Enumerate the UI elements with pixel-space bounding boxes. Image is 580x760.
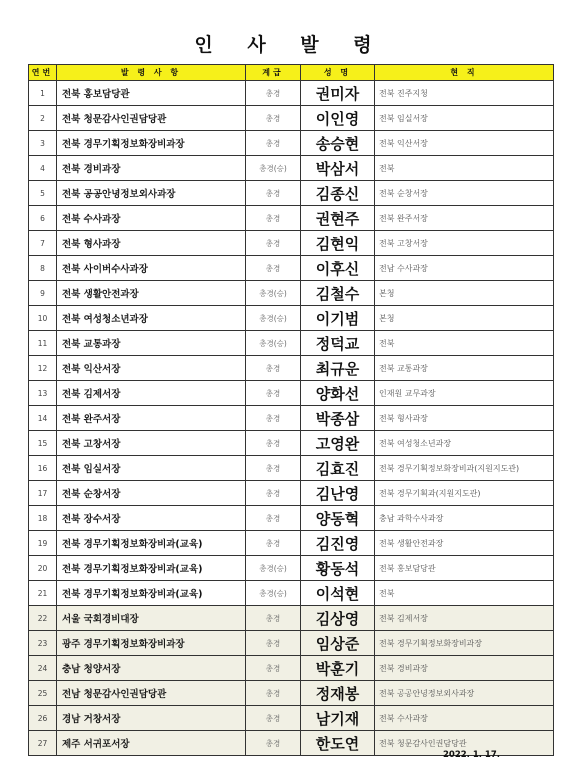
table-row [29, 256, 554, 281]
row-position: 전북 장수서장 [57, 506, 246, 531]
row-number: 25 [29, 681, 57, 706]
row-rank: 총경 [246, 706, 301, 731]
row-number: 24 [29, 656, 57, 681]
row-name: 김난영 [301, 481, 375, 506]
row-number: 8 [29, 256, 57, 281]
row-previous-post: 인재원 교무과장 [375, 381, 554, 406]
row-rank: 총경 [246, 531, 301, 556]
row-previous-post: 전북 경무기획정보화장비과(지원지도관) [375, 456, 554, 481]
row-name: 김효진 [301, 456, 375, 481]
row-previous-post: 전북 완주서장 [375, 206, 554, 231]
row-rank: 총경(승) [246, 331, 301, 356]
row-position: 전북 경비과장 [57, 156, 246, 181]
row-previous-post: 전남 수사과장 [375, 256, 554, 281]
row-previous-post: 전북 [375, 581, 554, 606]
row-position: 전북 경무기획정보화장비과(교육) [57, 556, 246, 581]
row-rank: 총경 [246, 256, 301, 281]
table-row [29, 181, 554, 206]
row-position: 전북 사이버수사과장 [57, 256, 246, 281]
row-number: 7 [29, 231, 57, 256]
row-name: 김진영 [301, 531, 375, 556]
row-name: 정재봉 [301, 681, 375, 706]
row-rank: 총경 [246, 506, 301, 531]
header-position: 발 령 사 항 [57, 65, 246, 81]
row-name: 김종신 [301, 181, 375, 206]
table-row [29, 481, 554, 506]
row-number: 21 [29, 581, 57, 606]
row-name: 이인영 [301, 106, 375, 131]
table-body [29, 81, 554, 756]
row-rank: 총경 [246, 106, 301, 131]
row-rank: 총경 [246, 406, 301, 431]
row-rank: 총경 [246, 356, 301, 381]
row-number: 9 [29, 281, 57, 306]
table-header-row [29, 65, 554, 81]
row-position: 전남 청문감사인권담당관 [57, 681, 246, 706]
row-number: 2 [29, 106, 57, 131]
row-name: 남기재 [301, 706, 375, 731]
row-name: 임상준 [301, 631, 375, 656]
table-row [29, 306, 554, 331]
row-previous-post: 전북 경비과장 [375, 656, 554, 681]
row-number: 3 [29, 131, 57, 156]
row-name: 고영완 [301, 431, 375, 456]
table-row [29, 206, 554, 231]
table-row [29, 331, 554, 356]
row-previous-post: 전북 형사과장 [375, 406, 554, 431]
row-name: 박삼서 [301, 156, 375, 181]
row-previous-post: 전북 여성청소년과장 [375, 431, 554, 456]
row-previous-post: 전북 홍보담당관 [375, 556, 554, 581]
table-row [29, 156, 554, 181]
row-name: 김철수 [301, 281, 375, 306]
row-name: 권현주 [301, 206, 375, 231]
row-rank: 총경(승) [246, 281, 301, 306]
row-rank: 총경(승) [246, 581, 301, 606]
row-name: 이기범 [301, 306, 375, 331]
document-title: 인 사 발 령 [194, 34, 386, 56]
row-previous-post: 전북 김제서장 [375, 606, 554, 631]
row-position: 서울 국회경비대장 [57, 606, 246, 631]
row-rank: 총경 [246, 481, 301, 506]
row-position: 제주 서귀포서장 [57, 731, 246, 756]
row-number: 17 [29, 481, 57, 506]
row-position: 전북 여성청소년과장 [57, 306, 246, 331]
row-position: 전북 생활안전과장 [57, 281, 246, 306]
table-row [29, 431, 554, 456]
row-position: 전북 임실서장 [57, 456, 246, 481]
row-name: 박훈기 [301, 656, 375, 681]
row-previous-post: 전북 익산서장 [375, 131, 554, 156]
table-row [29, 231, 554, 256]
row-number: 15 [29, 431, 57, 456]
row-position: 전북 김제서장 [57, 381, 246, 406]
row-number: 20 [29, 556, 57, 581]
row-name: 이석현 [301, 581, 375, 606]
row-previous-post: 전북 청문감사인권담당관 [375, 731, 554, 756]
header-rank: 계급 [246, 65, 301, 81]
row-name: 최규운 [301, 356, 375, 381]
row-position: 전북 경무기획정보화장비과(교육) [57, 531, 246, 556]
table-row [29, 406, 554, 431]
row-previous-post: 전북 경무기획과(지원지도관) [375, 481, 554, 506]
table-row [29, 681, 554, 706]
row-name: 송승현 [301, 131, 375, 156]
row-number: 5 [29, 181, 57, 206]
row-position: 전북 수사과장 [57, 206, 246, 231]
row-previous-post: 전북 수사과장 [375, 706, 554, 731]
row-position: 전북 익산서장 [57, 356, 246, 381]
row-rank: 총경 [246, 431, 301, 456]
row-number: 12 [29, 356, 57, 381]
table-row [29, 81, 554, 106]
row-rank: 총경(승) [246, 156, 301, 181]
personnel-table [28, 64, 554, 756]
row-previous-post: 본청 [375, 281, 554, 306]
row-name: 정덕교 [301, 331, 375, 356]
row-name: 양화선 [301, 381, 375, 406]
row-position: 전북 경무기획정보화장비과(교육) [57, 581, 246, 606]
row-previous-post: 전북 경무기획정보화장비과장 [375, 631, 554, 656]
header-no: 연번 [29, 65, 57, 81]
row-position: 전북 완주서장 [57, 406, 246, 431]
row-rank: 총경(승) [246, 306, 301, 331]
row-name: 권미자 [301, 81, 375, 106]
row-rank: 총경 [246, 131, 301, 156]
row-rank: 총경 [246, 231, 301, 256]
row-previous-post: 전북 임실서장 [375, 106, 554, 131]
row-number: 13 [29, 381, 57, 406]
row-number: 26 [29, 706, 57, 731]
table-row [29, 456, 554, 481]
row-rank: 총경 [246, 381, 301, 406]
table-row [29, 581, 554, 606]
table-row [29, 631, 554, 656]
row-rank: 총경 [246, 206, 301, 231]
row-previous-post: 전북 진주지청 [375, 81, 554, 106]
row-previous-post: 전북 공공안녕정보외사과장 [375, 681, 554, 706]
table-row [29, 706, 554, 731]
row-rank: 총경 [246, 456, 301, 481]
row-number: 18 [29, 506, 57, 531]
row-position: 전북 교통과장 [57, 331, 246, 356]
row-position: 경남 거창서장 [57, 706, 246, 731]
row-rank: 총경 [246, 606, 301, 631]
row-position: 전북 홍보담당관 [57, 81, 246, 106]
row-number: 11 [29, 331, 57, 356]
row-rank: 총경(승) [246, 556, 301, 581]
row-number: 19 [29, 531, 57, 556]
row-rank: 총경 [246, 731, 301, 756]
row-number: 23 [29, 631, 57, 656]
row-position: 전북 경무기획정보화장비과장 [57, 131, 246, 156]
row-previous-post: 전북 생활안전과장 [375, 531, 554, 556]
table-row [29, 281, 554, 306]
table-row [29, 381, 554, 406]
table-row [29, 531, 554, 556]
header-name: 성 명 [301, 65, 375, 81]
row-number: 10 [29, 306, 57, 331]
row-rank: 총경 [246, 656, 301, 681]
row-number: 22 [29, 606, 57, 631]
row-number: 1 [29, 81, 57, 106]
table-row [29, 106, 554, 131]
row-number: 27 [29, 731, 57, 756]
row-name: 한도연 [301, 731, 375, 756]
table-row [29, 506, 554, 531]
row-previous-post: 전북 순창서장 [375, 181, 554, 206]
row-rank: 총경 [246, 681, 301, 706]
row-name: 이후신 [301, 256, 375, 281]
row-number: 6 [29, 206, 57, 231]
row-previous-post: 전북 교통과장 [375, 356, 554, 381]
row-name: 김상영 [301, 606, 375, 631]
table-row [29, 656, 554, 681]
row-rank: 총경 [246, 181, 301, 206]
table-row [29, 131, 554, 156]
header-prev: 현 직 [375, 65, 554, 81]
row-position: 충남 청양서장 [57, 656, 246, 681]
row-position: 전북 순창서장 [57, 481, 246, 506]
row-previous-post: 전북 [375, 331, 554, 356]
table-row [29, 606, 554, 631]
row-previous-post: 전북 고창서장 [375, 231, 554, 256]
row-name: 황동석 [301, 556, 375, 581]
row-number: 4 [29, 156, 57, 181]
row-position: 전북 형사과장 [57, 231, 246, 256]
table-row [29, 556, 554, 581]
row-number: 16 [29, 456, 57, 481]
row-position: 전북 고창서장 [57, 431, 246, 456]
row-position: 광주 경무기획정보화장비과장 [57, 631, 246, 656]
row-name: 김현익 [301, 231, 375, 256]
row-rank: 총경 [246, 81, 301, 106]
row-previous-post: 충남 과학수사과장 [375, 506, 554, 531]
row-rank: 총경 [246, 631, 301, 656]
row-previous-post: 본청 [375, 306, 554, 331]
table-row [29, 356, 554, 381]
row-position: 전북 청문감사인권담당관 [57, 106, 246, 131]
row-previous-post: 전북 [375, 156, 554, 181]
document-date: 2022. 1. 17. [442, 750, 500, 760]
row-number: 14 [29, 406, 57, 431]
row-position: 전북 공공안녕정보외사과장 [57, 181, 246, 206]
row-name: 박종삼 [301, 406, 375, 431]
row-name: 양동혁 [301, 506, 375, 531]
